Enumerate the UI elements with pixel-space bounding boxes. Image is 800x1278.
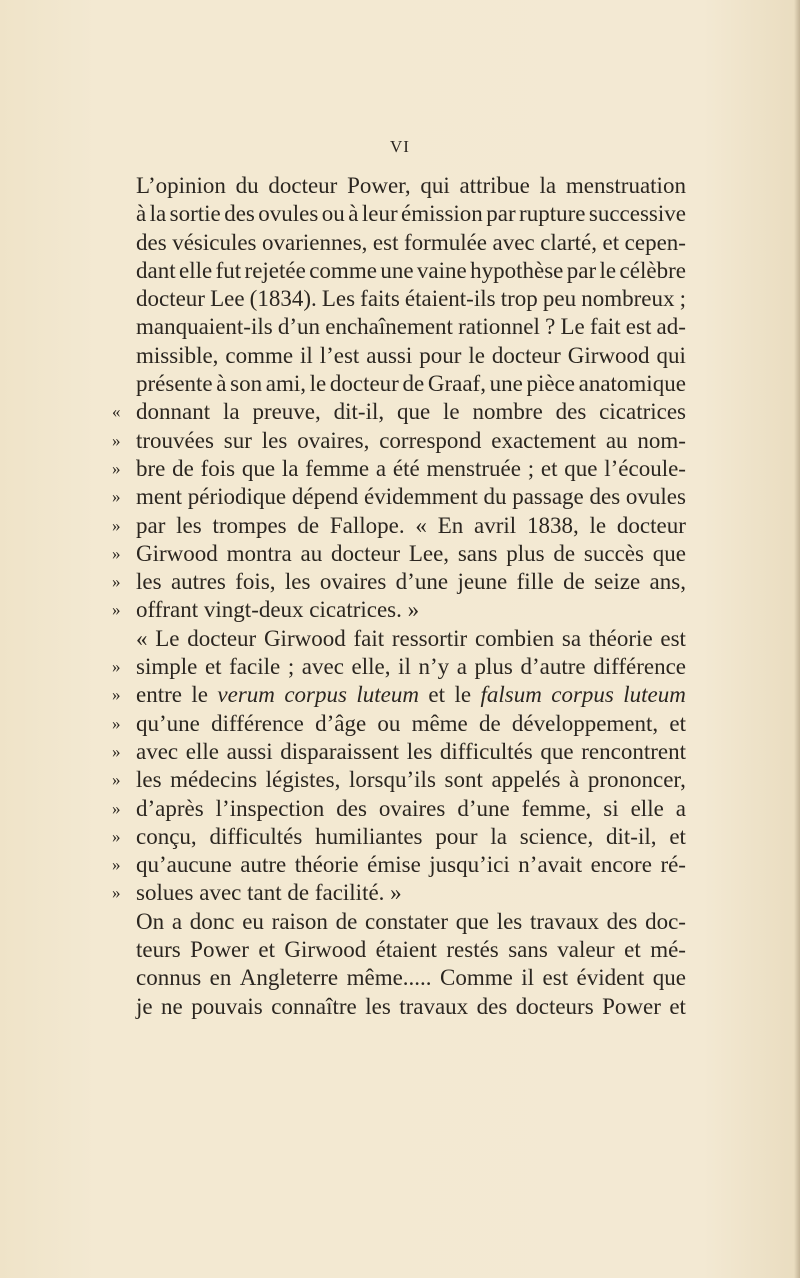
line-text: manquaient-ils d’un enchaînement rationnel ? Le fait est ad- [136,314,686,340]
line-text: simple et facile ; avec elle, il n’y a plus d’autre différence [136,654,686,680]
line-text: donnant la preuve, dit-il, que le nombre des cicatrices [136,399,686,425]
text-line [112,851,686,879]
line-text: dant elle fut rejetée comme une vaine hypothèse par le célèbre [136,257,686,283]
line-text: entre le verum corpus luteum et le falsum corpus luteum [136,682,686,708]
page-edge-shadow [794,0,800,1278]
text-line [112,766,686,794]
line-text: qu’une différence d’âge ou même de développement, et [136,710,686,736]
guillemet-marker [112,993,136,1021]
guillemet-marker: » [112,685,121,705]
text-line [112,993,686,1021]
guillemet-marker: » [112,543,121,563]
guillemet-marker [112,936,136,964]
text-line [112,823,686,851]
guillemet-marker: » [112,826,121,846]
guillemet-marker: « [112,402,121,422]
line-text: docteur Lee (1834). Les faits étaient-ils trop peu nombreux ; [136,286,686,312]
guillemet-marker [112,964,136,992]
text-line [112,596,686,624]
guillemet-marker: » [112,657,121,677]
guillemet-marker [112,229,136,257]
text-line [112,795,686,823]
text-line [112,653,686,681]
line-text: Girwood montra au docteur Lee, sans plus de succès que [136,540,686,566]
line-text: je ne pouvais connaître les travaux des docteurs Power et [136,993,686,1019]
guillemet-marker: » [112,713,121,733]
text-line [112,172,686,200]
text-line [112,483,686,511]
text-line [112,964,686,992]
guillemet-marker [112,200,136,228]
guillemet-marker: » [112,515,121,535]
text-line [112,398,686,426]
guillemet-marker: » [112,770,121,790]
text-line [112,427,686,455]
guillemet-marker: » [112,741,121,761]
line-text: bre de fois que la femme a été menstruée ; et que l’écoule- [136,455,686,481]
line-text: « Le docteur Girwood fait ressortir combien sa théorie est [136,625,686,651]
line-text: avec elle aussi disparaissent les difficultés que rencontrent [136,738,686,764]
text-line [112,625,686,653]
page-body-text [112,172,686,1021]
text-line [112,200,686,228]
guillemet-marker: » [112,600,121,620]
text-line [112,370,686,398]
guillemet-marker: » [112,798,121,818]
guillemet-marker: » [112,883,121,903]
text-line [112,908,686,936]
line-text: conçu, difficultés humiliantes pour la science, dit-il, et [136,823,686,849]
line-text: trouvées sur les ovaires, correspond exactement au nom- [136,427,686,453]
text-line [112,710,686,738]
guillemet-marker: » [112,430,121,450]
line-text: On a donc eu raison de constater que les travaux des doc- [136,908,686,934]
guillemet-marker [112,313,136,341]
text-line [112,229,686,257]
guillemet-marker [112,370,136,398]
text-line [112,313,686,341]
guillemet-marker: » [112,487,121,507]
guillemet-marker: » [112,572,121,592]
guillemet-marker [112,342,136,370]
line-text: connus en Angleterre même..... Comme il est évident que [136,965,686,991]
text-line [112,568,686,596]
line-text: les autres fois, les ovaires d’une jeune fille de seize ans, [136,569,686,595]
line-text: missible, comme il l’est aussi pour le docteur Girwood qui [136,342,686,368]
guillemet-marker: » [112,458,121,478]
line-text: des vésicules ovariennes, est formulée avec clarté, et cepen- [136,229,686,255]
page-number: VI [390,137,410,156]
line-text: qu’aucune autre théorie émise jusqu’ici n’avait encore ré- [136,852,686,878]
line-text: d’après l’inspection des ovaires d’une femme, si elle a [136,795,686,821]
guillemet-marker [112,257,136,285]
line-text: par les trompes de Fallope. « En avril 1838, le docteur [136,512,686,538]
line-text: ment périodique dépend évidemment du passage des ovules [136,484,686,510]
line-text: les médecins légistes, lorsqu’ils sont appelés à prononcer, [136,767,686,793]
text-line [112,936,686,964]
text-line [112,342,686,370]
line-text: solues avec tant de facilité. » [136,880,402,906]
text-line [112,738,686,766]
guillemet-marker: » [112,855,121,875]
guillemet-marker [112,285,136,313]
text-line [112,257,686,285]
text-line [112,681,686,709]
line-text: présente à son ami, le docteur de Graaf, une pièce anatomique [136,371,686,397]
line-text: L’opinion du docteur Power, qui attribue la menstruation [136,173,686,198]
line-text: à la sortie des ovules ou à leur émission par rupture successive [136,201,686,227]
line-text: offrant vingt-deux cicatrices. » [136,597,420,623]
line-text: teurs Power et Girwood étaient restés sans valeur et mé- [136,937,686,963]
text-line [112,512,686,540]
text-line [112,285,686,313]
text-line [112,540,686,568]
text-line [112,455,686,483]
text-line [112,879,686,907]
